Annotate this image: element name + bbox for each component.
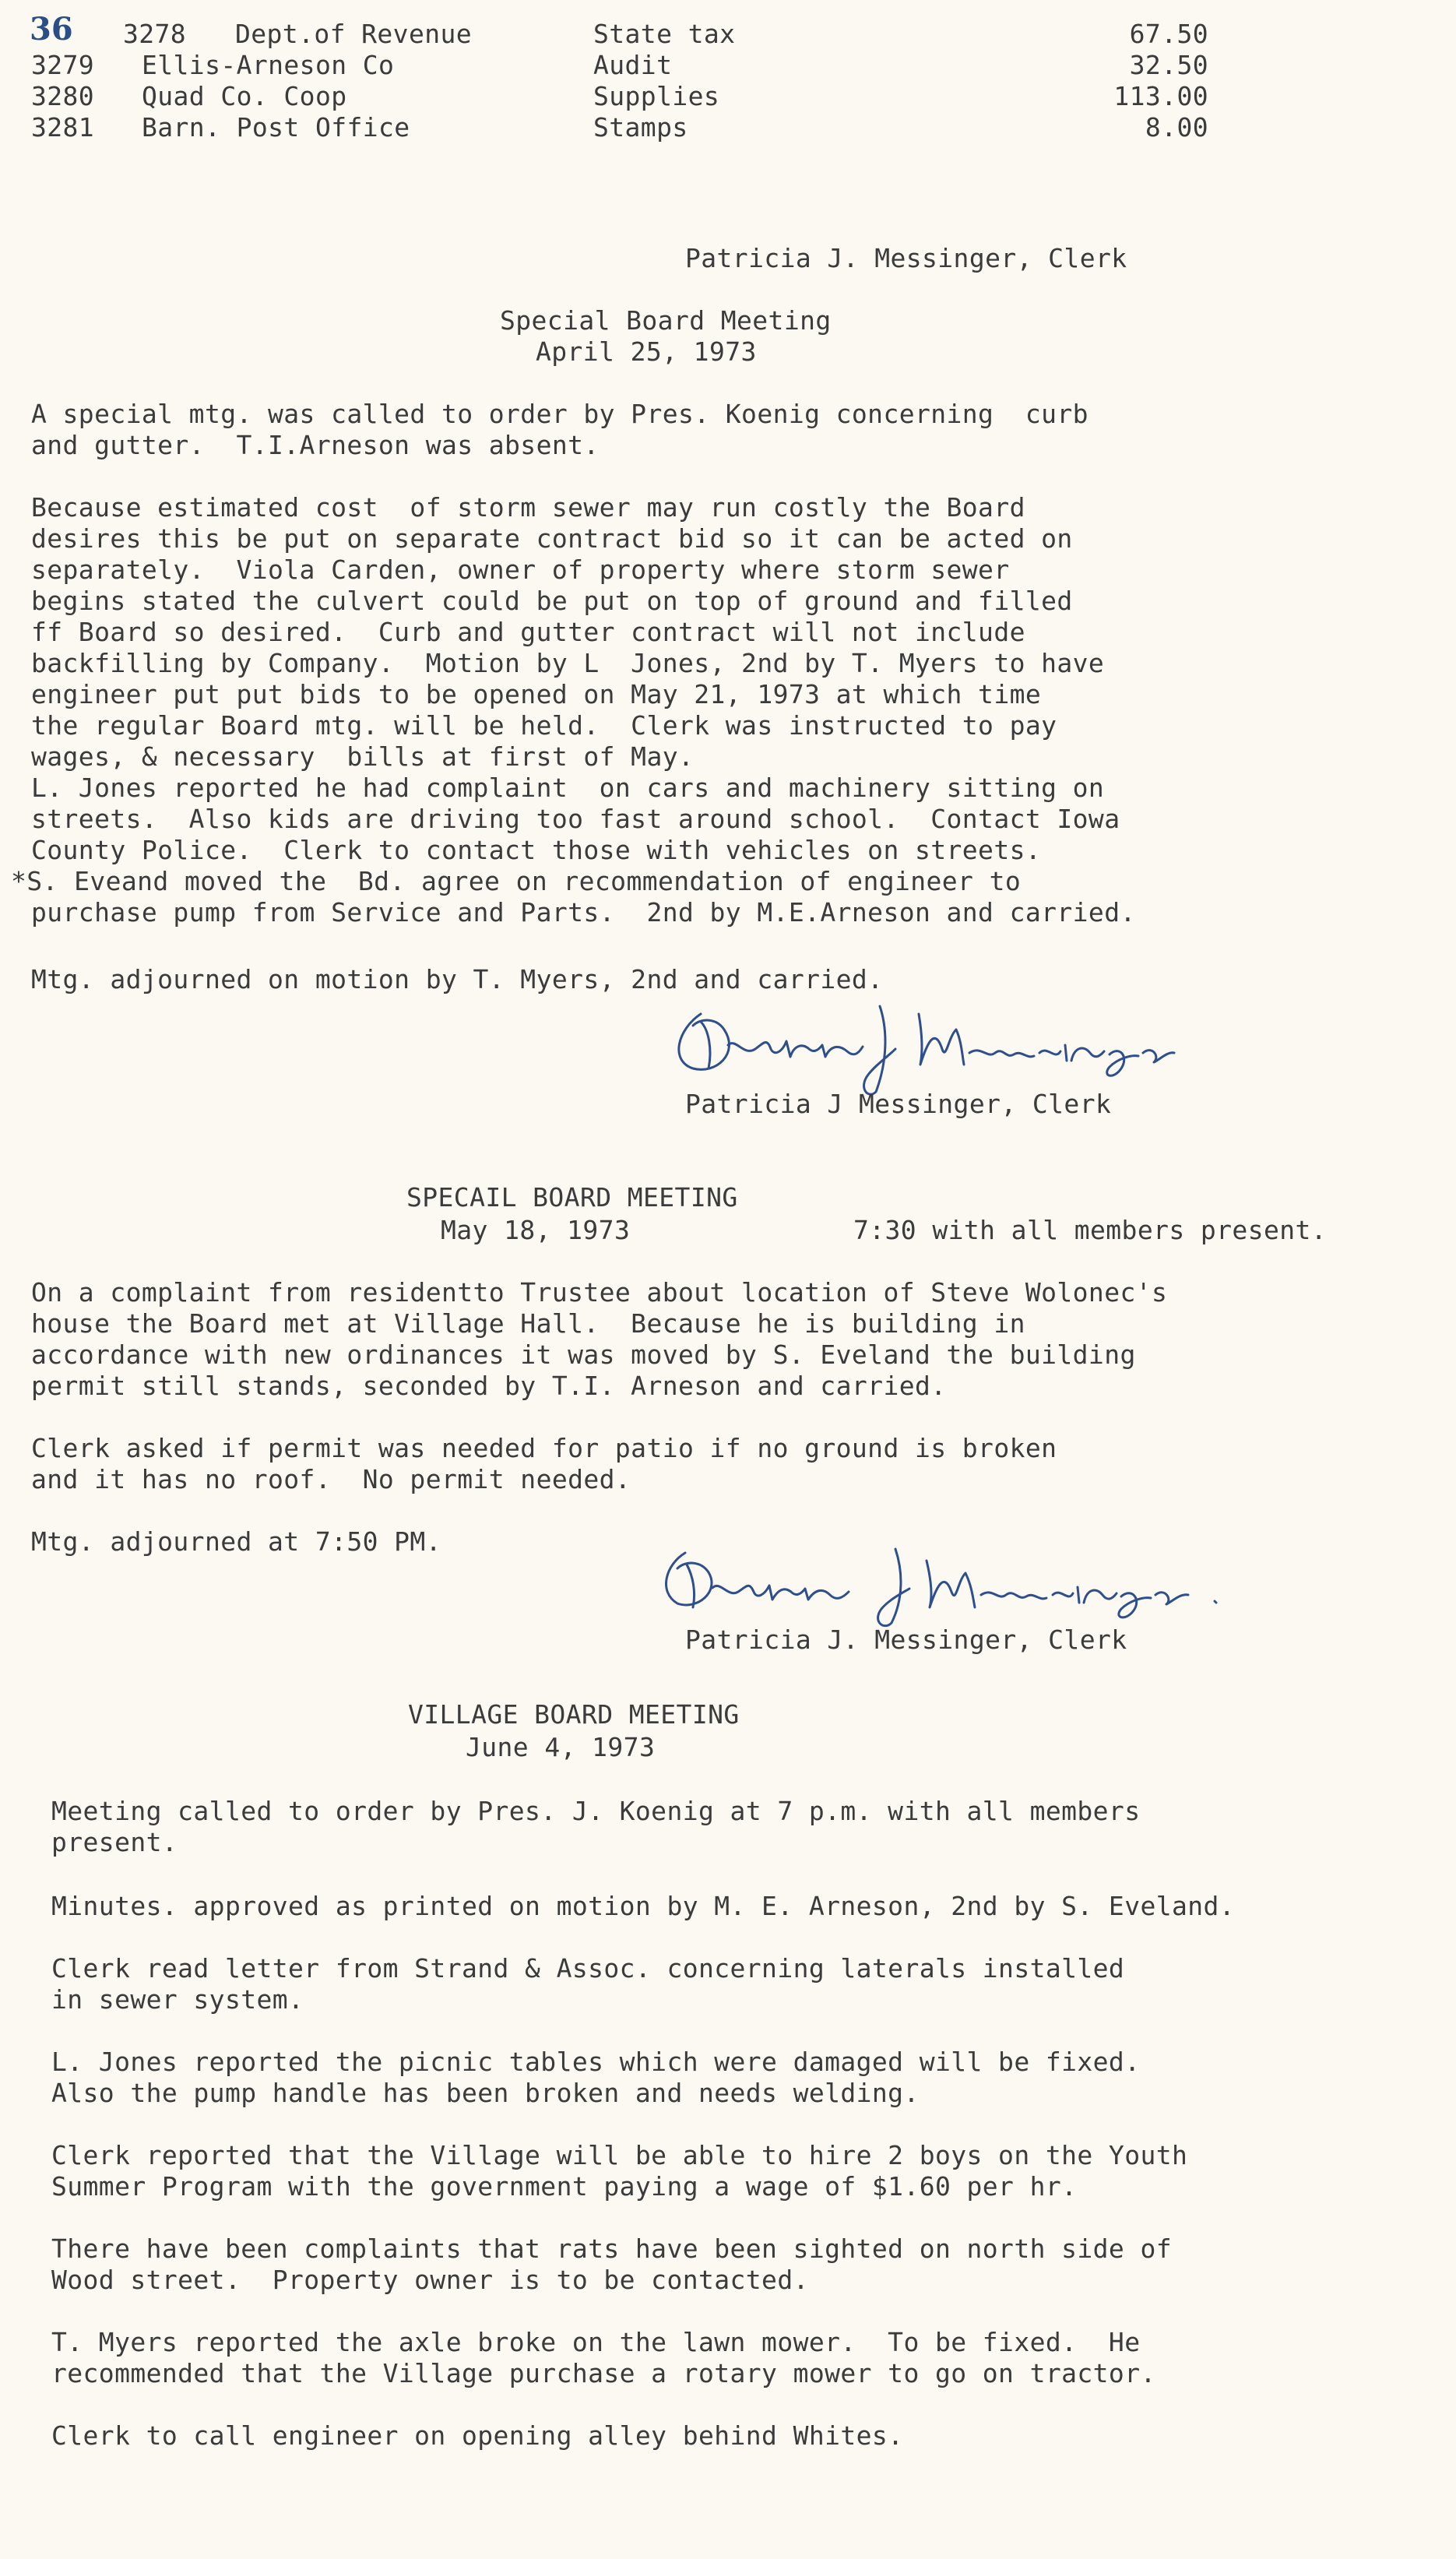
ledger-amount: 8.00 xyxy=(1145,112,1208,143)
ledger-purpose: Stamps xyxy=(593,112,688,143)
text-line: Also the pump handle has been broken and needs welding. xyxy=(51,2078,920,2108)
ledger-num: 3279 xyxy=(31,50,95,80)
text-line: On a complaint from residentto Trustee about location of Steve Wolonec's xyxy=(31,1277,1168,1308)
page-number: 36 xyxy=(30,11,73,48)
text-line: desires this be put on separate contract bid so it can be acted on xyxy=(31,523,1073,554)
paragraph xyxy=(31,1277,1425,1402)
text-line: Summer Program with the government paying a wage of $1.60 per hr. xyxy=(51,2171,1078,2202)
ledger-amount: 32.50 xyxy=(1129,50,1208,80)
meeting-date: May 18, 1973 xyxy=(441,1215,631,1245)
handwritten-signature xyxy=(638,1529,1261,1631)
meeting-time-note: 7:30 with all members present. xyxy=(853,1215,1328,1245)
clerk-name: Patricia J. Messinger, Clerk xyxy=(685,1624,1127,1655)
text-line: Clerk read letter from Strand & Assoc. concerning laterals installed xyxy=(51,1953,1125,1983)
text-line: and gutter. T.I.Arneson was absent. xyxy=(31,430,600,460)
text-line: Because estimated cost of storm sewer may run costly the Board xyxy=(31,492,1025,523)
text-line: the regular Board mtg. will be held. Clerk was instructed to pay xyxy=(31,710,1057,741)
text-line: Clerk to call engineer on opening alley behind Whites. xyxy=(51,2420,904,2451)
paragraph xyxy=(51,2327,1445,2389)
ledger-payee: Barn. Post Office xyxy=(142,112,410,143)
clerk-name: Patricia J Messinger, Clerk xyxy=(685,1089,1112,1119)
text-line: purchase pump from Service and Parts. 2nd by M.E.Arneson and carried. xyxy=(31,897,1136,928)
adjourn-line: Mtg. adjourned at 7:50 PM. xyxy=(31,1526,441,1557)
paragraph xyxy=(51,1953,1445,2015)
ledger-row xyxy=(0,112,1456,143)
text-line: present. xyxy=(51,1827,178,1857)
text-line: L. Jones reported the picnic tables which were damaged will be fixed. xyxy=(51,2047,1141,2077)
text-line: Minutes. approved as printed on motion by M. E. Arneson, 2nd by S. Eveland. xyxy=(51,1891,1236,1921)
text-line: engineer put put bids to be opened on May 21, 1973 at which time xyxy=(31,679,1042,709)
ledger-row xyxy=(0,19,1456,50)
clerk-signature-line: Patricia J. Messinger, Clerk xyxy=(685,243,1127,273)
text-line: Meeting called to order by Pres. J. Koenig at 7 p.m. with all members xyxy=(51,1796,1141,1826)
ledger-amount: 67.50 xyxy=(1129,19,1208,49)
text-line: and it has no roof. No permit needed. xyxy=(31,1464,631,1494)
paragraph xyxy=(51,2420,1445,2452)
text-line: begins stated the culvert could be put on top of ground and filled xyxy=(31,586,1073,616)
text-line: accordance with new ordinances it was moved by S. Eveland the building xyxy=(31,1339,1136,1370)
ledger-payee: Ellis-Arneson Co xyxy=(142,50,395,80)
paragraph xyxy=(51,1796,1445,1858)
text-line: *S. Eveand moved the Bd. agree on recommendation of engineer to xyxy=(11,866,1022,896)
meeting-date: April 25, 1973 xyxy=(536,336,757,367)
ledger-row xyxy=(0,50,1456,81)
ledger-num: 3280 xyxy=(31,81,95,111)
ledger-purpose: State tax xyxy=(593,19,736,49)
text-line: T. Myers reported the axle broke on the lawn mower. To be fixed. He xyxy=(51,2327,1141,2357)
adjourn-line: Mtg. adjourned on motion by T. Myers, 2nd and carried. xyxy=(31,964,884,994)
paragraph xyxy=(51,2233,1445,2296)
paragraph xyxy=(31,1433,1425,1495)
text-line: Clerk reported that the Village will be able to hire 2 boys on the Youth xyxy=(51,2140,1188,2170)
text-line: recommended that the Village purchase a rotary mower to go on tractor. xyxy=(51,2358,1156,2388)
text-line: County Police. Clerk to contact those with vehicles on streets. xyxy=(31,835,1042,865)
text-line: wages, & necessary bills at first of May. xyxy=(31,741,695,772)
text-line: in sewer system. xyxy=(51,1984,304,2015)
ledger-amount: 113.00 xyxy=(1113,81,1208,111)
text-line: streets. Also kids are driving too fast around school. Contact Iowa xyxy=(31,804,1120,834)
ledger-num: 3281 xyxy=(31,112,95,143)
text-line: L. Jones reported he had complaint on cars and machinery sitting on xyxy=(31,773,1105,803)
text-line: There have been complaints that rats have been sighted on north side of xyxy=(51,2233,1173,2264)
ledger-row xyxy=(0,81,1456,112)
ledger-payee: Quad Co. Coop xyxy=(142,81,347,111)
text-line: Clerk asked if permit was needed for patio if no ground is broken xyxy=(31,1433,1057,1463)
meeting-title: Special Board Meeting xyxy=(500,305,832,336)
text-line: house the Board met at Village Hall. Because he is building in xyxy=(31,1308,1025,1339)
text-line: backfilling by Company. Motion by L Jones, 2nd by T. Myers to have xyxy=(31,648,1105,678)
paragraph xyxy=(11,492,1425,928)
paragraph xyxy=(51,1891,1445,1922)
meeting-date: June 4, 1973 xyxy=(466,1732,656,1762)
handwritten-signature xyxy=(654,983,1222,1100)
text-line: Wood street. Property owner is to be contacted. xyxy=(51,2265,809,2295)
meeting-title: VILLAGE BOARD MEETING xyxy=(408,1699,740,1730)
text-line: separately. Viola Carden, owner of property where storm sewer xyxy=(31,554,1010,585)
paragraph xyxy=(51,2047,1445,2109)
meeting-title: SPECAIL BOARD MEETING xyxy=(406,1182,738,1213)
paragraph xyxy=(31,399,1425,461)
text-line: ff Board so desired. Curb and gutter contract will not include xyxy=(31,617,1025,647)
paragraph xyxy=(51,2140,1445,2202)
text-line: permit still stands, seconded by T.I. Arneson and carried. xyxy=(31,1371,947,1401)
ledger-purpose: Supplies xyxy=(593,81,720,111)
ledger-payee: Dept.of Revenue xyxy=(235,19,473,49)
ledger-purpose: Audit xyxy=(593,50,673,80)
text-line: A special mtg. was called to order by Pres. Koenig concerning curb xyxy=(31,399,1088,429)
ledger-num: 3278 xyxy=(123,19,187,49)
